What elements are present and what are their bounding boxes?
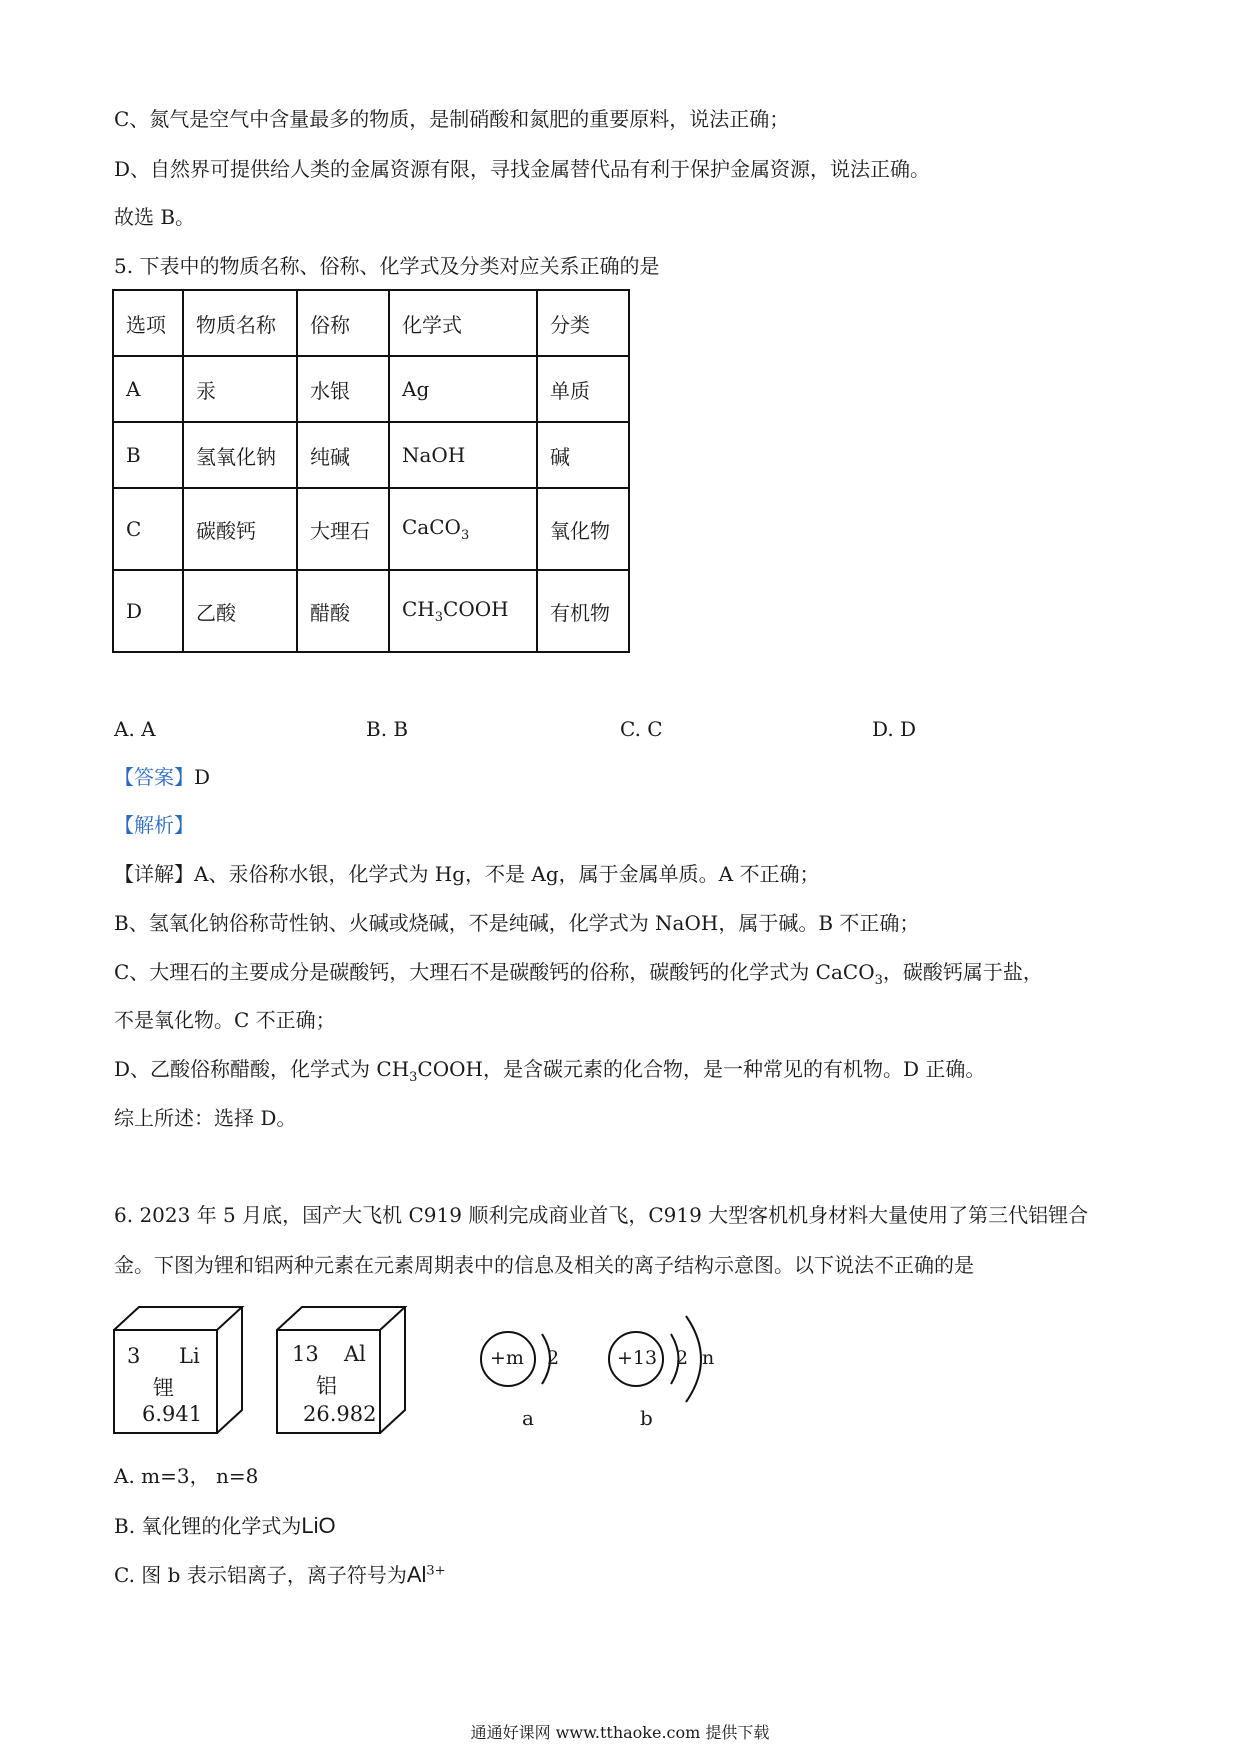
option-text: B. 氧化锂的化学式为 xyxy=(114,1514,302,1538)
formula-text: Ag xyxy=(402,377,430,401)
table-cell: 水银 xyxy=(297,356,389,422)
table-row xyxy=(113,488,629,570)
table-row xyxy=(113,570,629,652)
option-c: C. C xyxy=(620,717,663,741)
formula-text: COOH xyxy=(443,597,509,621)
option-d: D. D xyxy=(872,717,917,741)
shell-electrons: 2 xyxy=(676,1347,689,1369)
table-cell: D xyxy=(113,570,183,652)
table-cell-formula xyxy=(389,422,537,488)
formula-subscript: 3 xyxy=(409,1070,418,1085)
formula-superscript: 3+ xyxy=(426,1563,446,1579)
option-text: C. 图 b 表示铝离子，离子符号为 xyxy=(114,1563,407,1587)
table-cell: B xyxy=(113,422,183,488)
diagram-label: a xyxy=(522,1406,534,1430)
formula-text: NaOH xyxy=(402,443,466,467)
analysis-label xyxy=(114,813,194,837)
formula-text: LiO xyxy=(301,1513,336,1538)
answer-line xyxy=(114,765,210,789)
detail-label: 【详解】 xyxy=(114,862,194,886)
table-header: 俗称 xyxy=(297,290,389,356)
question-6-option-c xyxy=(114,1562,446,1588)
page-footer: 通通好课网 www.tthaoke.com 提供下载 xyxy=(470,1723,770,1742)
question-5-table xyxy=(112,289,630,653)
ion-structure-a xyxy=(478,1326,578,1436)
table-cell: C xyxy=(113,488,183,570)
question-6-option-a: A. m=3， n=8 xyxy=(114,1464,259,1488)
analysis-label-text: 【解析】 xyxy=(114,813,194,837)
table-cell-formula xyxy=(389,356,537,422)
answer-value: D xyxy=(194,765,211,789)
table-header: 选项 xyxy=(113,290,183,356)
formula-subscript: 3 xyxy=(434,610,444,625)
question-6-stem-line2: 金。下图为锂和铝两种元素在元素周期表中的信息及相关的离子结构示意图。以下说法不正确的是 xyxy=(114,1253,974,1277)
detail-line-c-cont: 不是氧化物。C 不正确； xyxy=(114,1008,336,1032)
formula-subscript: 3 xyxy=(874,973,883,988)
detail-text: COOH，是含碳元素的化合物，是一种常见的有机物。D 正确。 xyxy=(417,1057,986,1081)
detail-line-b: B、氢氧化钠俗称苛性钠、火碱或烧碱，不是纯碱，化学式为 NaOH，属于碱。B 不正确； xyxy=(114,911,920,935)
question-6-option-b xyxy=(114,1513,336,1539)
text-line-d: D、自然界可提供给人类的金属资源有限，寻找金属替代品有利于保护金属资源，说法正确。 xyxy=(114,157,931,181)
table-cell: 纯碱 xyxy=(297,422,389,488)
table-cell: 有机物 xyxy=(537,570,629,652)
table-cell: 碱 xyxy=(537,422,629,488)
element-symbol: Li xyxy=(179,1344,200,1368)
formula-text: CaCO xyxy=(402,515,461,539)
nucleus-charge: +13 xyxy=(617,1347,658,1369)
table-cell: 氢氧化钠 xyxy=(183,422,297,488)
shell-electrons: 2 xyxy=(547,1347,560,1369)
element-symbol: Al xyxy=(344,1342,366,1366)
table-header: 物质名称 xyxy=(183,290,297,356)
option-b: B. B xyxy=(366,717,409,741)
element-number: 13 xyxy=(292,1342,319,1366)
formula-subscript: 3 xyxy=(460,528,470,543)
table-row xyxy=(113,356,629,422)
outer-shell-electrons: n xyxy=(702,1347,715,1369)
element-number: 3 xyxy=(127,1344,141,1368)
text-line-conclusion: 故选 B。 xyxy=(114,205,196,229)
table-cell: A xyxy=(113,356,183,422)
table-header: 分类 xyxy=(537,290,629,356)
table-cell-formula xyxy=(389,570,537,652)
table-header-row xyxy=(113,290,629,356)
table-cell: 碳酸钙 xyxy=(183,488,297,570)
table-cell: 氧化物 xyxy=(537,488,629,570)
detail-line-c xyxy=(114,960,1043,989)
table-row xyxy=(113,422,629,488)
element-mass: 6.941 xyxy=(142,1402,203,1426)
text-line-c: C、氮气是空气中含量最多的物质，是制硝酸和氮肥的重要原料，说法正确； xyxy=(114,107,790,131)
element-name: 铝 xyxy=(316,1374,337,1398)
element-mass: 26.982 xyxy=(303,1402,377,1426)
answer-label: 【答案】 xyxy=(114,765,194,789)
formula-text: CH xyxy=(402,597,435,621)
table-cell: 单质 xyxy=(537,356,629,422)
table-cell: 乙酸 xyxy=(183,570,297,652)
lithium-element-card xyxy=(113,1306,247,1438)
table-cell: 醋酸 xyxy=(297,570,389,652)
table-cell-formula xyxy=(389,488,537,570)
aluminum-element-card xyxy=(276,1306,410,1438)
detail-line-a xyxy=(114,862,819,886)
question-5-stem: 5. 下表中的物质名称、俗称、化学式及分类对应关系正确的是 xyxy=(114,254,660,278)
detail-text: A、汞俗称水银，化学式为 Hg，不是 Ag，属于金属单质。A 不正确； xyxy=(194,862,820,886)
diagram-label: b xyxy=(640,1406,653,1430)
table-header: 化学式 xyxy=(389,290,537,356)
question-6-stem-line1: 6. 2023 年 5 月底，国产大飞机 C919 顺利完成商业首飞，C919 大型客机机身材料大量使用了第三代铝锂合 xyxy=(114,1203,1089,1227)
formula-text: Al xyxy=(406,1562,427,1587)
nucleus-charge: +m xyxy=(490,1347,524,1369)
ion-structure-b xyxy=(604,1310,724,1436)
detail-text: D、乙酸俗称醋酸，化学式为 CH xyxy=(114,1057,410,1081)
detail-text: C、大理石的主要成分是碳酸钙，大理石不是碳酸钙的俗称，碳酸钙的化学式为 CaCO xyxy=(114,960,875,984)
element-name: 锂 xyxy=(153,1376,174,1400)
detail-text: ，碳酸钙属于盐， xyxy=(882,960,1043,984)
option-a: A. A xyxy=(114,717,156,741)
table-cell: 汞 xyxy=(183,356,297,422)
detail-summary: 综上所述：选择 D。 xyxy=(114,1106,297,1130)
detail-line-d xyxy=(114,1057,985,1086)
table-cell: 大理石 xyxy=(297,488,389,570)
